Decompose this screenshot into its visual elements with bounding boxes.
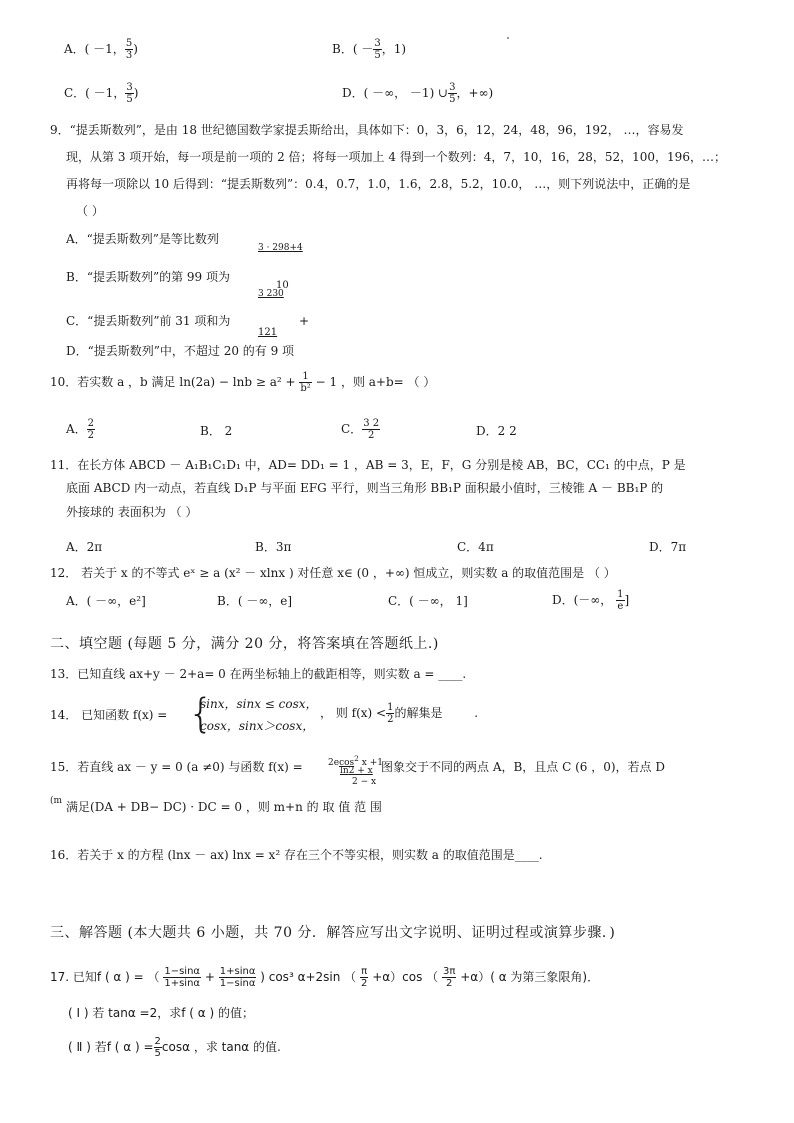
q11-option-b: B．3π <box>255 540 292 554</box>
q10-stem: 10．若实数 a ，b 满足 ln(2a) − lnb ≥ a² + $\frac{1}{\text{b²}}$ − 1 ，则 a+b= （ ） <box>50 371 436 394</box>
q17-part-2: ( Ⅱ ) 若f ( α ) = $\frac{2}{5}$ cosα ，求 tanα 的值. <box>68 1036 281 1059</box>
q9-option-c-121: 121 <box>258 327 278 338</box>
q15-function-top: 2ecos$^2$ x +1 <box>328 754 384 768</box>
q10-option-a: A． $\frac{2}{2}$ <box>66 418 95 441</box>
q11-option-a: A．2π <box>66 540 103 554</box>
q15-stem-line1-post: 图象交于不同的两点 A，B，且点 C (6 ，0)，若点 D <box>381 760 665 774</box>
q9-option-b: B．“提丢斯数列”的第 99 项为 <box>66 270 230 284</box>
q11-stem-line1: 11．在长方体 ABCD － A₁B₁C₁D₁ 中，AD= DD₁ = 1 ，AB = 3，E，F，G 分别是棱 AB，BC，CC₁ 的中点，P 是 <box>50 458 686 472</box>
q16-answer-blank[interactable]: ____ <box>514 848 539 862</box>
q9-stem-line1: 9．“提丢斯数列”，是由 18 世纪德国数学家提丢斯给出，具体如下：0，3，6，12，24，48，96，192， …，容易发 <box>50 123 684 137</box>
q9-option-a: A．“提丢斯数列”是等比数列 <box>66 232 219 246</box>
q12-option-b: B．( －∞，e] <box>217 594 293 608</box>
q9-option-c: C．“提丢斯数列”前 31 项和为 <box>66 314 231 328</box>
q12-option-a: A．( －∞，e²] <box>66 594 146 608</box>
q12-option-c: C．( －∞， 1] <box>388 594 468 608</box>
section-2-heading: 二、填空题 (每题 5 分，满分 20 分，将答案填在答题纸上.) <box>50 636 439 652</box>
q17-part-1: ( Ⅰ ) 若 tanα =2，求f ( α ) 的值； <box>68 1006 254 1020</box>
q15-stem-line2: 满足(DA + DB− DC) · DC = 0 ，则 m+n 的 取 值 范 围 <box>66 800 382 814</box>
q9-option-b-expr-top: 10 <box>276 280 289 291</box>
q14-brace: { <box>188 691 214 737</box>
q14-stem-post: ， 则 f(x) < $\frac{1}{2}$ 的解集是 . <box>320 702 479 725</box>
scan-dot <box>507 37 509 39</box>
q9-option-c-plus: + <box>299 314 310 328</box>
q15-function-mid: ln2 + x <box>340 766 373 776</box>
q13-stem: 13．已知直线 ax+y － 2+a= 0 在两坐标轴上的截距相等，则实数 a = ____. <box>50 667 467 681</box>
q8-option-b: B．( － $\frac{3}{5}$ ，1) <box>332 38 407 61</box>
q12-stem: 12． 若关于 x 的不等式 eˣ ≥ a (x² － xlnx ) 对任意 x∈ (0 ，+∞) 恒成立，则实数 a 的取值范围是 （ ） <box>50 566 616 580</box>
q8-option-d: D．( －∞， －1) ∪ $\frac{3}{5}$ ，+∞) <box>342 82 494 105</box>
q9-stem-line2: 现，从第 3 项开始，每一项是前一项的 2 倍；将每一项加上 4 得到一个数列：4，7，10，16，28，52，100，196，…； <box>66 150 726 164</box>
q8-option-c: C．( －1， $\frac{3}{5}$ ) <box>64 82 139 105</box>
q10-option-b: B． 2 <box>200 424 233 438</box>
q14-case-2: cosx，sinx＞cosx， <box>200 719 315 733</box>
q14-stem-pre: 14． 已知函数 f(x) = <box>50 708 168 722</box>
q14-case-1: sinx，sinx ≤ cosx， <box>200 697 318 711</box>
q11-stem-line3: 外接球的 表面积为 （ ） <box>66 505 198 519</box>
q9-answer-paren: （ ） <box>76 204 104 218</box>
q9-option-b-expr: 3 230 <box>258 289 284 299</box>
section-3-heading: 三、解答题 (本大题共 6 小题，共 70 分．解答应写出文字说明、证明过程或演算步骤．) <box>50 925 616 941</box>
q15-m-label: (m <box>50 796 63 806</box>
q11-option-d: D．7π <box>649 540 687 554</box>
q9-option-a-expr: 3 · 298+4 <box>258 243 303 253</box>
q11-option-c: C．4π <box>457 540 494 554</box>
q8-option-a: A．( －1， $\frac{5}{3}$ ) <box>64 38 138 61</box>
q10-option-d: D．2 2 <box>476 424 517 438</box>
q9-stem-line3: 再将每一项除以 10 后得到：“提丢斯数列”：0.4，0.7，1.0，1.6，2.8，5.2，10.0， …，则下列说法中，正确的是 <box>66 177 691 191</box>
q10-option-c: C． $\frac{3 2}{2}$ <box>341 418 380 441</box>
q11-stem-line2: 底面 ABCD 内一动点，若直线 D₁P 与平面 EFG 平行，则当三角形 BB₁P 面积最小值时，三棱锥 A － BB₁P 的 <box>66 481 664 495</box>
q9-option-d: D．“提丢斯数列”中，不超过 20 的有 9 项 <box>66 344 295 358</box>
q17-stem: 17. 已知f ( α ) = （ $\frac{1-\sin\alpha}{1+\sin\alpha}$ + $\frac{1+\sin\alpha}{1-\sin\alpha}$ ) cos³ α+2sin （ $\frac{\pi}{2}$ +α）cos （ $\frac{3\pi}{2}$ +α）( α 为第三象限角)． <box>50 966 600 989</box>
q13-answer-blank[interactable]: ____ <box>438 667 463 681</box>
q12-option-d: D．(－∞， $\frac{1}{e}$ ] <box>552 589 630 612</box>
q15-stem-line1-pre: 15．若直线 ax － y = 0 (a ≠0) 与函数 f(x) = <box>50 760 303 774</box>
q15-function-bot: 2 − x <box>352 777 377 787</box>
q16-stem: 16．若关于 x 的方程 (lnx － ax) lnx = x² 存在三个不等实根，则实数 a 的取值范围是____. <box>50 848 543 862</box>
